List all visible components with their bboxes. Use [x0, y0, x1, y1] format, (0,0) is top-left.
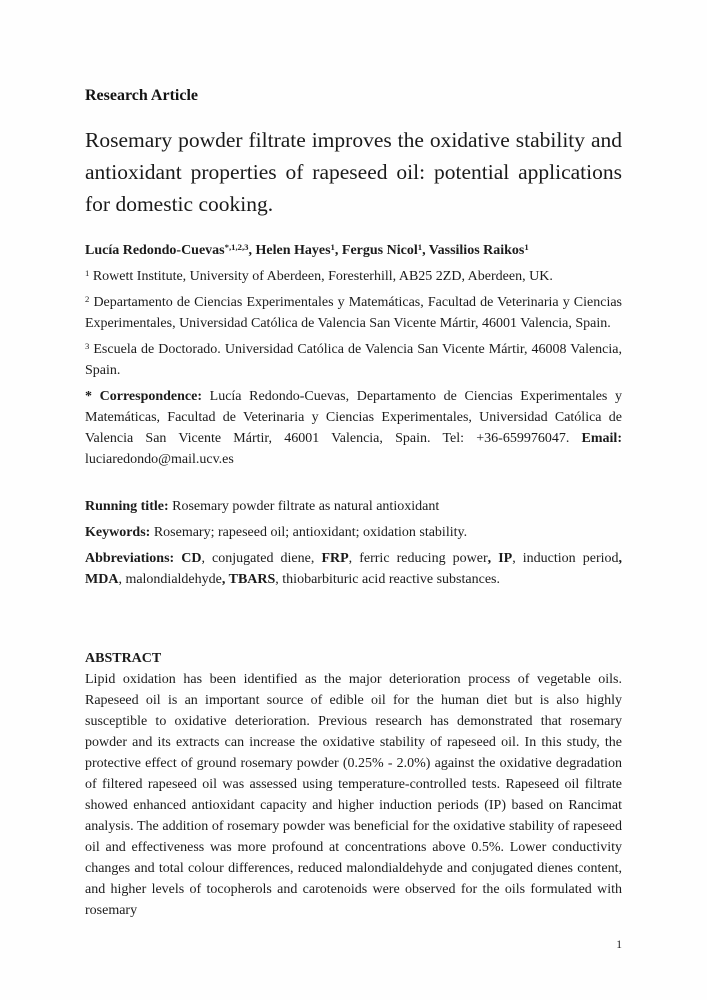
abstract-heading: ABSTRACT — [85, 651, 162, 666]
abbreviations-line: Abbreviations: CD, conjugated diene, FRP, ferric reducing power, IP, induction period, MDA, malondialdehyde, TBARS, thiobarbituric acid reactive substances. — [85, 551, 623, 587]
page-number: 1 — [616, 939, 622, 951]
abstract-body: Lipid oxidation has been identified as the major deterioration process of vegetable oils. Rapeseed oil is an important source of edible oil for the human diet but is also highly susceptible to oxidative deterioration. Previous research has demonstrated that rosemary powder and its extracts can increase the oxidative stability of rapeseed oil. In this study, the protective effect of ground rosemary powder (0.25% - 2.0%) against the oxidative degradation of filtered rapeseed oil was assessed using temperature-controlled tests. Rapeseed oil filtrate showed enhanced antioxidant capacity and higher induction periods (IP) based on Rancimat analysis. The addition of rosemary powder was beneficial for the oxidative stability of rapeseed oil and effectiveness was more profound at concentrations above 0.5%. Lower conductivity changes and total colour differences, reduced malondialdehyde and conjugated dienes content, and higher levels of tocopherols and carotenoids were observed for the oils formulated with rosemary — [85, 672, 622, 918]
authors-line: Lucía Redondo-Cuevas$^{*,1,2,3}$, Helen Hayes$^1$, Fergus Nicol$^1$, Vassilios Raikos$^1$ — [85, 242, 529, 258]
correspondence-paragraph: * Correspondence: Lucía Redondo-Cuevas, Departamento de Ciencias Experimentales y Matemáticas, Facultad de Veterinaria y Ciencias Experimentales, Universidad Católica de Valencia San Vicente Mártir, 46001 Valencia, Spain. Tel: +36-659976047. Email: luciaredondo@mail.ucv.es — [85, 389, 622, 467]
affiliation-3: $^3$ Escuela de Doctorado. Universidad Católica de Valencia San Vicente Mártir, 46008 Valencia, Spain. — [85, 341, 622, 378]
abstract-section — [85, 648, 622, 921]
affiliation-2: $^2$ Departamento de Ciencias Experimentales y Matemáticas, Facultad de Veterinaria y Ciencias Experimentales, Universidad Católica de Valencia San Vicente Mártir, 46001 Valencia, Spain. — [85, 294, 622, 331]
affiliation-1: $^1$ Rowett Institute, University of Aberdeen, Foresterhill, AB25 2ZD, Aberdeen, UK. — [85, 268, 553, 284]
running-title: Running title: Rosemary powder filtrate as natural antioxidant — [85, 499, 440, 514]
keywords-line: Keywords: Rosemary; rapeseed oil; antioxidant; oxidation stability. — [85, 525, 468, 540]
article-type-label: Research Article — [85, 87, 198, 104]
article-content — [85, 0, 622, 921]
article-title: Rosemary powder filtrate improves the oxidative stability and antioxidant properties of rapeseed oil: potential applications for domestic cooking. — [85, 128, 622, 216]
